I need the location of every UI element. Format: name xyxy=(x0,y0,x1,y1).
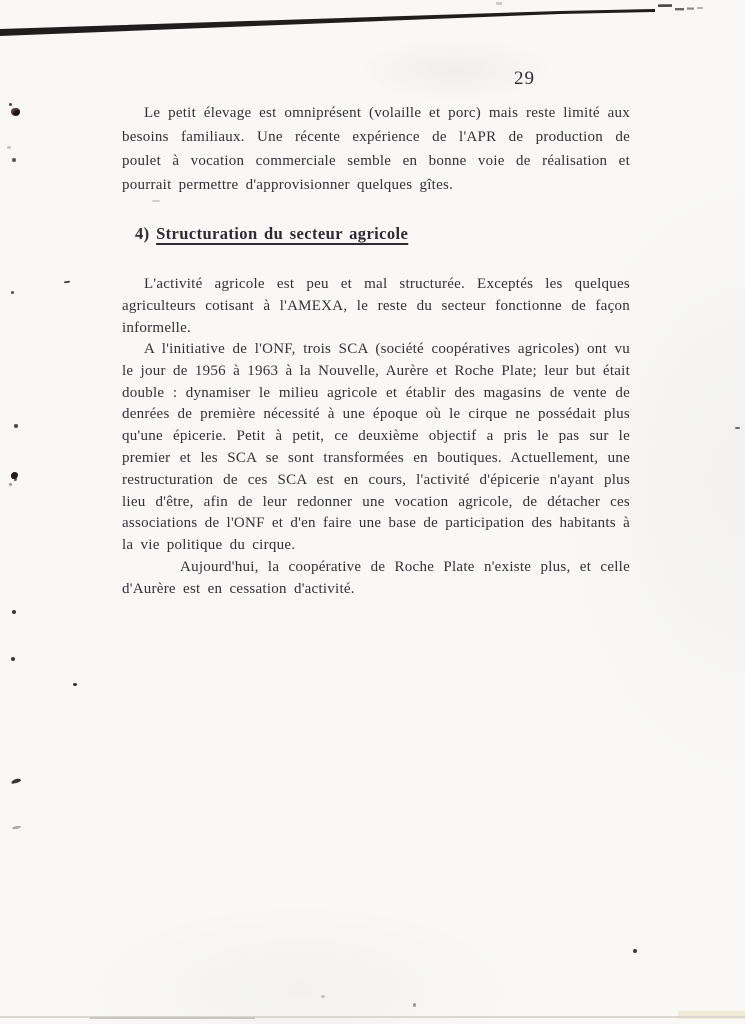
scan-speck xyxy=(735,427,740,429)
scan-speck xyxy=(12,825,21,830)
paragraph-activite-agricole: L'activité agricole est peu et mal structurée. Exceptés les quelques agriculteurs cotisant à l'AMEXA, le reste du secteur fonctionne de façon informelle. xyxy=(122,276,630,336)
section-heading xyxy=(135,224,408,244)
scan-speck xyxy=(633,949,637,953)
paragraph-petit-elevage: Le petit élevage est omniprésent (volaille et porc) mais reste limité aux besoins familiaux. Une récente expérience de l'APR de production de poulet à vocation commerciale semble en bonne voie de réalisation et pourrait permettre d'approvisionner quelques gîtes. xyxy=(122,105,630,193)
scan-speck xyxy=(321,995,325,998)
scan-speck xyxy=(12,610,16,614)
scan-speck xyxy=(11,472,18,479)
scan-speck xyxy=(14,424,18,428)
scan-speck xyxy=(7,146,11,149)
scan-speck xyxy=(12,158,16,162)
scan-speck xyxy=(64,281,70,284)
paragraph-initiative-onf: A l'initiative de l'ONF, trois SCA (société coopératives agricoles) ont vu le jour de 1956 à 1963 à la Nouvelle, Aurère et Roche Plate; leur but était double : dynamiser le milieu agricole et établir des magasins de vente de denrées de première nécessité à une époque où le cirque ne possédait plus qu'une épicerie. Petit à petit, ce deuxième objectif a pris le pas sur le premier et les SCA se sont transformées en boutiques. Actuellement, une restructuration de ces SCA est en cours, l'activité d'épicerie n'ayant plus lieu d'être, afin de leur redonner une vocation agricole, de détacher ces associations de l'ONF et d'en faire une base de participation des habitants à la vie politique du cirque. xyxy=(122,341,630,554)
scan-speck xyxy=(9,103,12,106)
scan-speck xyxy=(413,1003,416,1007)
top-edge-scan-line xyxy=(0,0,745,48)
scan-speck xyxy=(11,108,20,116)
scan-speck xyxy=(11,657,15,661)
bottom-edge-line-dark-segment xyxy=(90,1017,255,1019)
scan-speck xyxy=(11,291,14,294)
paragraph-aujourdhui-cooperative: Aujourd'hui, la coopérative de Roche Plate n'existe plus, et celle d'Aurère est en cessation d'activité. xyxy=(122,559,630,597)
scan-speck xyxy=(152,200,160,202)
section-heading-title: Structuration du secteur agricole xyxy=(156,224,409,243)
scan-speck xyxy=(11,778,22,784)
scan-speck xyxy=(9,483,12,486)
scan-speck xyxy=(73,683,77,686)
page-number: 29 xyxy=(514,68,535,89)
section-heading-number: 4) xyxy=(135,224,157,243)
